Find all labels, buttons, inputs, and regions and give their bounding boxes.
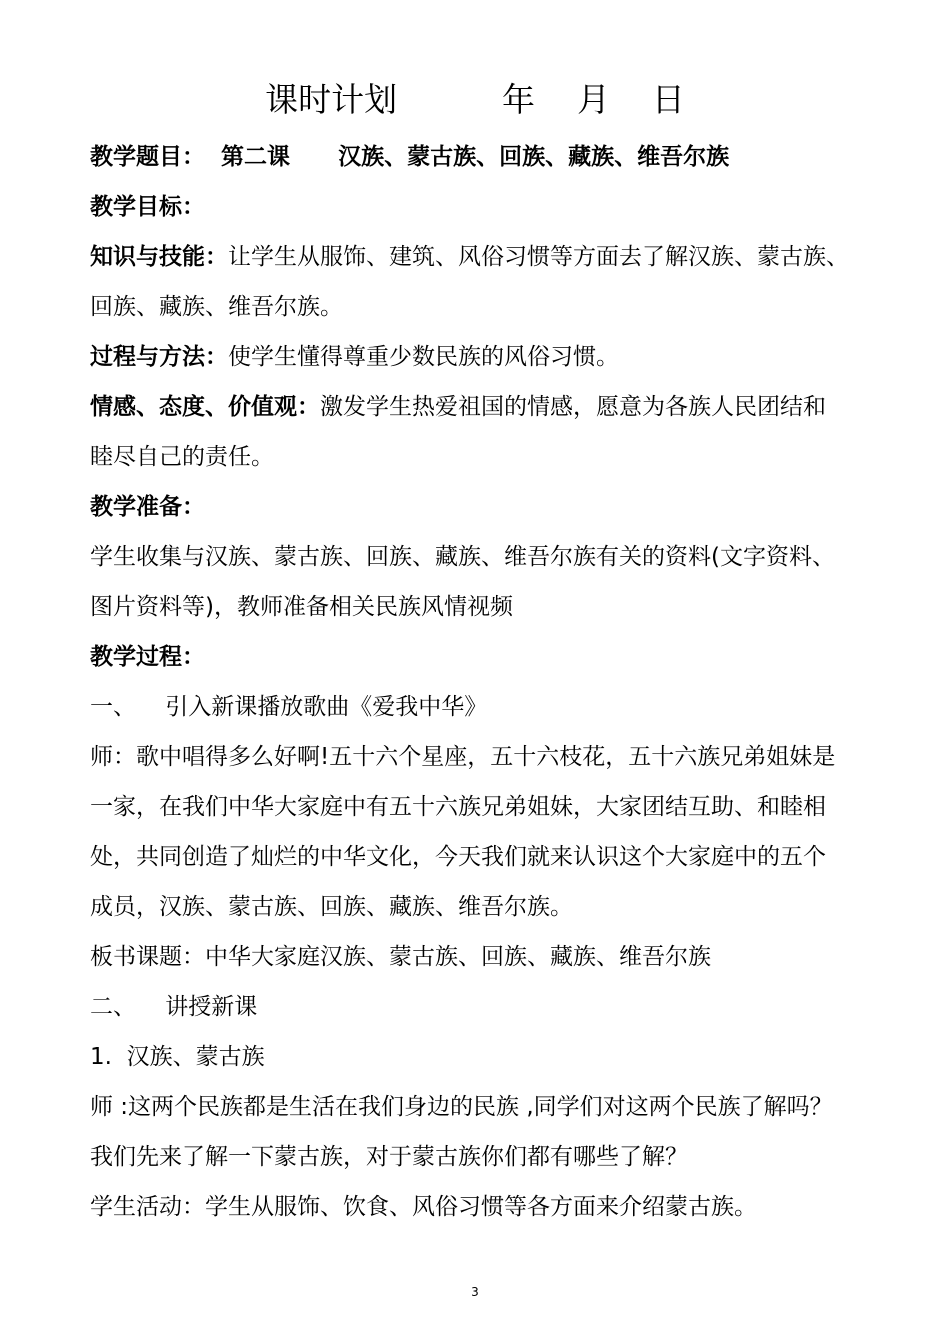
process-method-label: 过程与方法：: [90, 344, 228, 370]
step-two-text: 讲授新课: [165, 994, 258, 1020]
teacher-line-5: 师 :这两个民族都是生活在我们身边的民族 ,同学们对这两个民族了解吗？: [90, 1094, 833, 1120]
teacher-line-6: 我们先来了解一下蒙古族，对于蒙古族你们都有哪些了解？: [90, 1144, 688, 1170]
knowledge-line-cont: 回族、藏族、维吾尔族。: [90, 294, 343, 320]
board-title: 板书课题：中华大家庭汉族、蒙古族、回族、藏族、维吾尔族: [90, 944, 711, 970]
emotion-label: 情感、态度、价值观：: [90, 394, 320, 420]
preparation-text: 学生收集与汉族、蒙古族、回族、藏族、维吾尔族有关的资料(文字资料、: [90, 544, 835, 570]
page-title: [0, 74, 950, 126]
page-number: 3: [471, 1285, 479, 1299]
objectives-heading: 教学目标：: [90, 194, 205, 220]
topic-label: 教学题目：: [90, 144, 205, 170]
knowledge-label: 知识与技能：: [90, 244, 228, 270]
sub-step-one: [90, 1032, 265, 1082]
process-method-text: 使学生懂得尊重少数民族的风俗习惯。: [228, 344, 619, 370]
emotion-line-cont: 睦尽自己的责任。: [90, 444, 274, 470]
student-activity: 学生活动：学生从服饰、饮食、风俗习惯等各方面来介绍蒙古族。: [90, 1194, 757, 1220]
topic-lesson: 第二课: [221, 144, 291, 170]
teacher-line-3: 处，共同创造了灿烂的中华文化，今天我们就来认识这个大家庭中的五个: [90, 844, 826, 870]
title-date: 年 月 日: [501, 80, 685, 119]
teacher-line-1: 师：歌中唱得多么好啊!五十六个星座，五十六枝花，五十六族兄弟姐妹是: [90, 744, 836, 770]
process-method-line: [90, 332, 619, 382]
emotion-line: [90, 382, 826, 432]
step-one-text: 引入新课播放歌曲《爱我中华》: [165, 694, 488, 720]
knowledge-text: 让学生从服饰、建筑、风俗习惯等方面去了解汉族、蒙古族、: [228, 244, 849, 270]
step-two: [90, 982, 257, 1032]
topic-name: 汉族、蒙古族、回族、藏族、维吾尔族: [338, 144, 730, 170]
step-one-number: 一、: [90, 694, 136, 720]
teacher-line-4: 成员，汉族、蒙古族、回族、藏族、维吾尔族。: [90, 894, 573, 920]
step-two-number: 二、: [90, 994, 136, 1020]
topic-line: [90, 132, 729, 182]
preparation-heading: 教学准备：: [90, 494, 205, 520]
step-one: [90, 682, 487, 732]
preparation-text-cont: 图片资料等)，教师准备相关民族风情视频: [90, 594, 513, 620]
process-heading: 教学过程：: [90, 644, 205, 670]
knowledge-line: [90, 232, 849, 282]
emotion-text: 激发学生热爱祖国的情感，愿意为各族人民团结和: [320, 394, 826, 420]
sub-step-one-text: 汉族、蒙古族: [126, 1044, 265, 1070]
sub-step-one-number: 1.: [90, 1044, 112, 1070]
title-text: 课时计划: [265, 80, 398, 119]
teacher-line-2: 一家，在我们中华大家庭中有五十六族兄弟姐妹，大家团结互助、和睦相: [90, 794, 826, 820]
